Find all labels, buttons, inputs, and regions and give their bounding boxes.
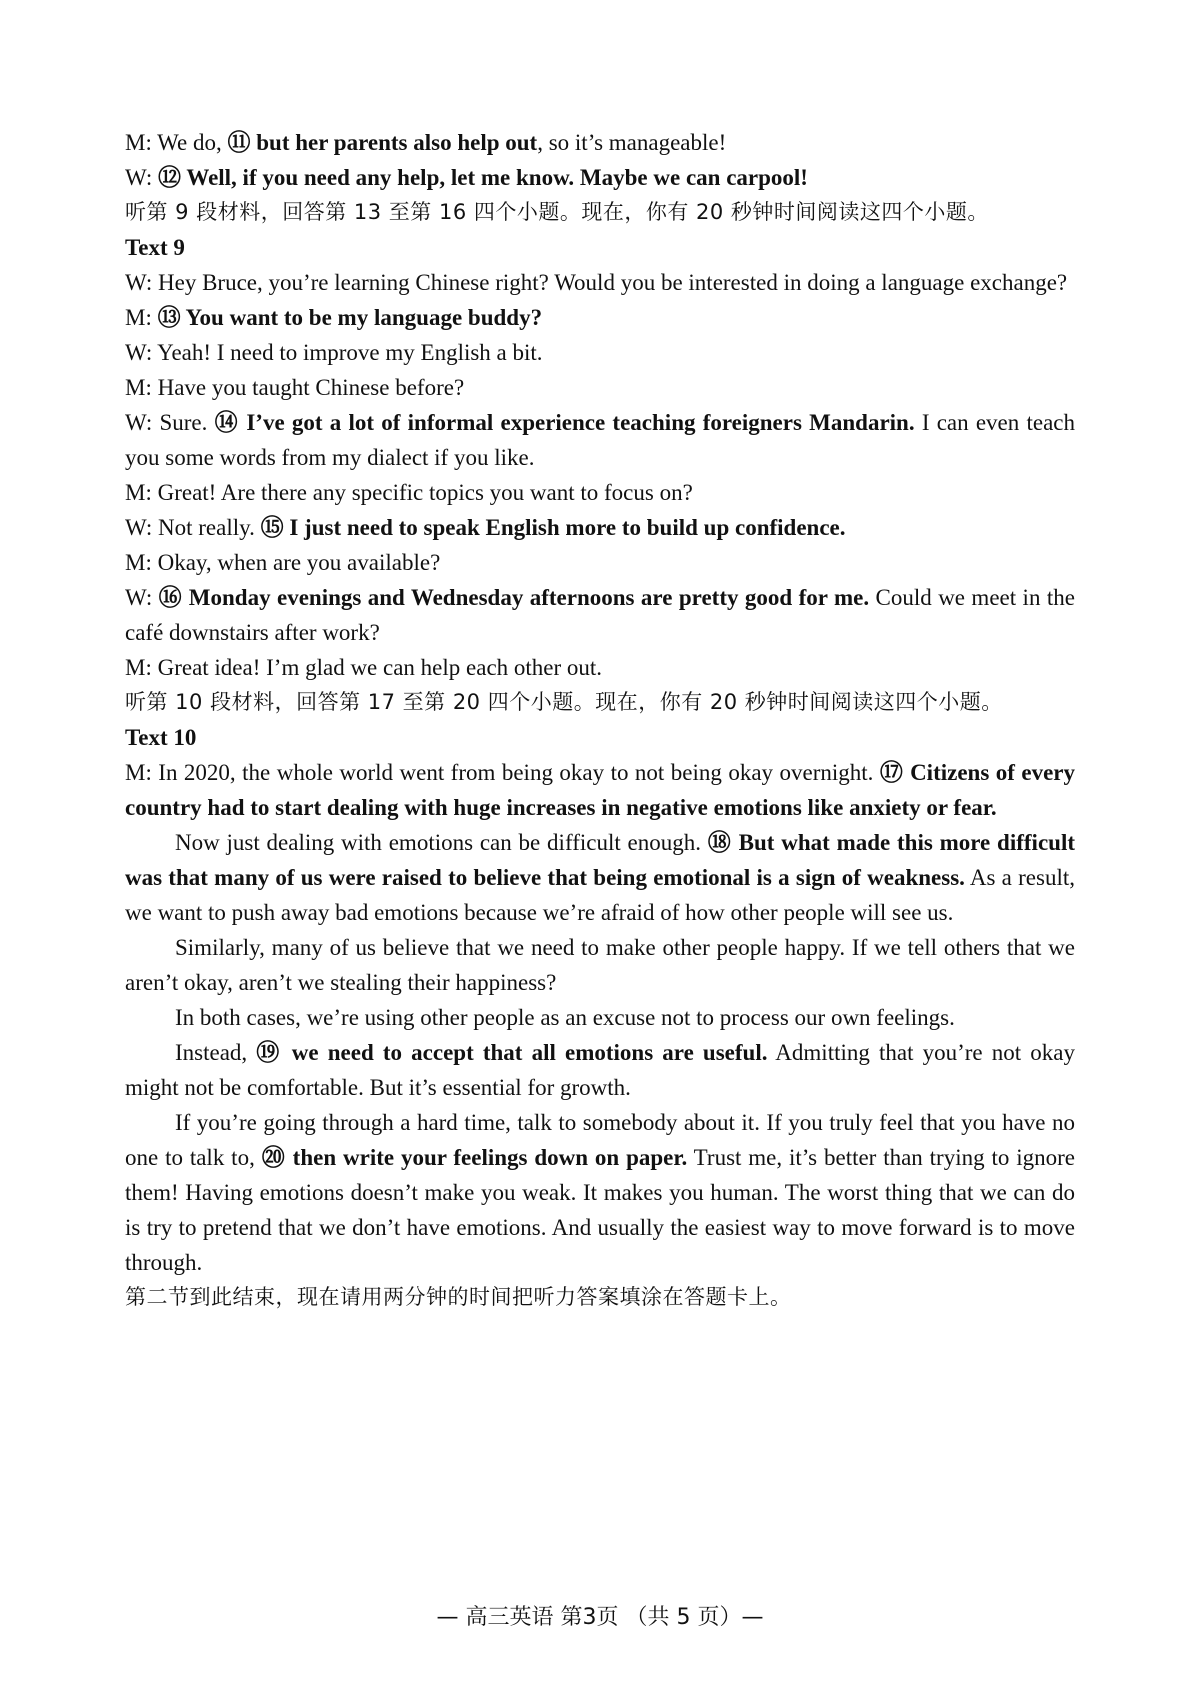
line-m-taught: M: Have you taught Chinese before?: [125, 375, 465, 400]
answer-11: ⑪ but her parents also help out: [227, 130, 538, 155]
paragraph-20: If you’re going through a hard time, talk to somebody about it. If you truly feel that you have no one to talk to, ⑳ then write your feelings down on paper. Trust me, it’s better than trying to ignore them! Having emotions doesn’t make you weak. It makes you human. The worst thing that we can do is try to pretend that we don’t have emotions. And usually the easiest way to move forward is to move through.: [125, 1110, 1075, 1275]
heading-text-9: Text 9: [125, 235, 185, 260]
paragraph-both-cases: In both cases, we’re using other people as an excuse not to process our own feelings.: [175, 1005, 955, 1030]
line-m-11: M: We do, ⑪ but her parents also help out, so it’s manageable!: [125, 130, 727, 155]
line-w-15: W: Not really. ⑮ I just need to speak English more to build up confidence.: [125, 515, 846, 540]
page-footer: — 高三英语 第3页 （共 5 页）—: [436, 1605, 764, 1630]
listening-script: [125, 125, 1075, 1315]
answer-14: ⑭ I’ve got a lot of informal experience teaching foreigners Mandarin.: [214, 410, 915, 435]
answer-13: ⑬ You want to be my language buddy?: [157, 305, 543, 330]
instruction-text-10: 听第 10 段材料，回答第 17 至第 20 四个小题。现在，你有 20 秒钟时间阅读这四个小题。: [125, 690, 1003, 714]
line-w-16: W: ⑯ Monday evenings and Wednesday afternoons are pretty good for me. Could we meet in the café downstairs after work?: [125, 585, 1075, 645]
answer-19: ⑲ we need to accept that all emotions are useful.: [256, 1040, 768, 1065]
paragraph-similarly: Similarly, many of us believe that we need to make other people happy. If we tell others that we aren’t okay, aren’t we stealing their happiness?: [125, 935, 1075, 995]
answer-12: ⑫ Well, if you need any help, let me know. Maybe we can carpool!: [158, 165, 808, 190]
answer-15: ⑮ I just need to speak English more to build up confidence.: [260, 515, 846, 540]
line-m-glad: M: Great idea! I’m glad we can help each other out.: [125, 655, 603, 680]
line-m-13: M: ⑬ You want to be my language buddy?: [125, 305, 543, 330]
instruction-text-9: 听第 9 段材料，回答第 13 至第 16 四个小题。现在，你有 20 秒钟时间阅读这四个小题。: [125, 200, 989, 224]
answer-20: ⑳ then write your feelings down on paper.: [261, 1145, 688, 1170]
paragraph-19: Instead, ⑲ we need to accept that all emotions are useful. Admitting that you’re not okay might not be comfortable. But it’s essential for growth.: [125, 1040, 1075, 1100]
line-w-improve: W: Yeah! I need to improve my English a bit.: [125, 340, 543, 365]
line-w-14: W: Sure. ⑭ I’ve got a lot of informal experience teaching foreigners Mandarin. I can even teach you some words from my dialect if you like.: [125, 410, 1076, 470]
answer-16: ⑯ Monday evenings and Wednesday afternoons are pretty good for me.: [158, 585, 870, 610]
answer-17: ⑰ Citizens of every country had to start dealing with huge increases in negative emotions like anxiety or fear.: [125, 760, 1075, 820]
line-m-available: M: Okay, when are you available?: [125, 550, 441, 575]
heading-text-10: Text 10: [125, 725, 197, 750]
answer-18: ⑱ But what made this more difficult was that many of us were raised to believe that being emotional is a sign of weakness.: [125, 830, 1075, 890]
paragraph-17: M: In 2020, the whole world went from being okay to not being okay overnight. ⑰ Citizens of every country had to start dealing with huge increases in negative emotions like anxiety or fear.: [125, 760, 1075, 820]
line-w-12: W: ⑫ Well, if you need any help, let me know. Maybe we can carpool!: [125, 165, 808, 190]
section-end-note: 第二节到此结束，现在请用两分钟的时间把听力答案填涂在答题卡上。: [125, 1285, 792, 1309]
paragraph-18: Now just dealing with emotions can be difficult enough. ⑱ But what made this more difficult was that many of us were raised to believe that being emotional is a sign of weakness. As a result, we want to push away bad emotions because we’re afraid of how other people will see us.: [125, 830, 1075, 925]
line-m-topics: M: Great! Are there any specific topics you want to focus on?: [125, 480, 693, 505]
line-w-intro: W: Hey Bruce, you’re learning Chinese right? Would you be interested in doing a language exchange?: [125, 270, 1068, 295]
